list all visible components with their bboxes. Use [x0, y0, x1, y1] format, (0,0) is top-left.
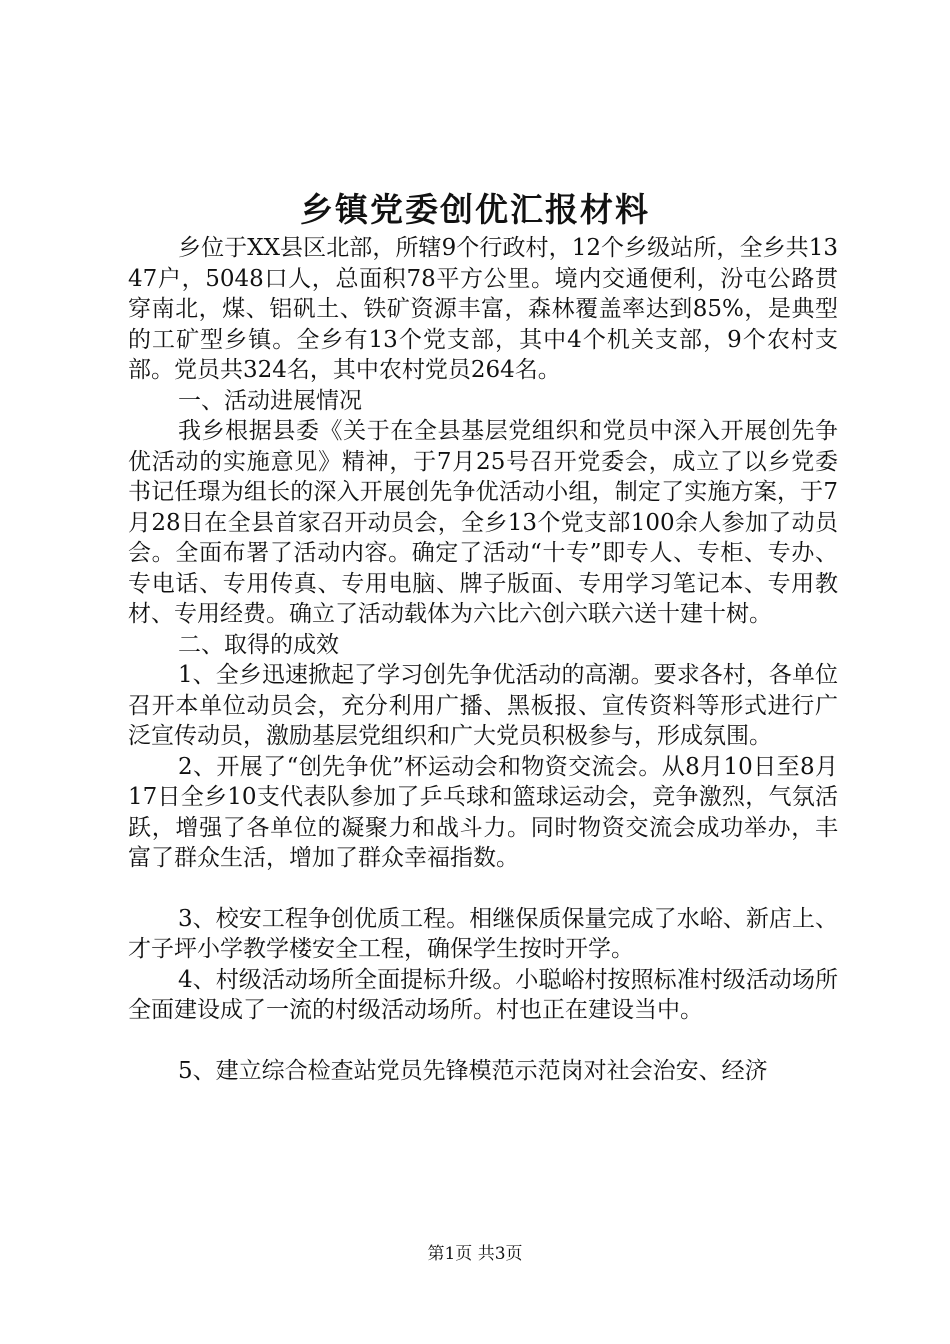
- paragraph-intro: 乡位于XX县区北部，所辖9个行政村，12个乡级站所，全乡共1347户，5048口人，总面积78平方公里。境内交通便利，汾屯公路贯穿南北，煤、铝矾土、铁矿资源丰富，森林覆盖率达到85%，是典型的工矿型乡镇。全乡有13个党支部，其中4个机关支部，9个农村支部。党员共324名，其中农村党员264名。: [128, 235, 838, 383]
- paragraph-result-2: 2、开展了“创先争优”杯运动会和物资交流会。从8月10日至8月17日全乡10支代表队参加了乒乓球和篮球运动会，竞争激烈，气氛活跃，增强了各单位的凝聚力和战斗力。同时物资交流会成功举办，丰富了群众生活，增加了群众幸福指数。: [128, 753, 838, 871]
- paragraph-result-3: 3、校安工程争创优质工程。相继保质保量完成了水峪、新店上、才子坪小学教学楼安全工程，确保学生按时开学。: [128, 905, 838, 962]
- document-title: 乡镇党委创优汇报材料: [300, 190, 650, 229]
- section-heading-results: 二、取得的成效: [178, 631, 339, 658]
- page-number-footer: 第1页 共3页: [427, 1244, 523, 1264]
- section-heading-progress: 一、活动进展情况: [178, 387, 362, 414]
- document-body: [128, 233, 838, 1086]
- paragraph-result-5: 5、建立综合检查站党员先锋模范示范岗对社会治安、经济: [178, 1057, 768, 1084]
- paragraph-result-4: 4、村级活动场所全面提标升级。小聪峪村按照标准村级活动场所全面建设成了一流的村级活动场所。村也正在建设当中。: [128, 966, 838, 1023]
- paragraph-progress: 我乡根据县委《关于在全县基层党组织和党员中深入开展创先争优活动的实施意见》精神，于7月25号召开党委会，成立了以乡党委书记任璟为组长的深入开展创先争优活动小组，制定了实施方案，于7月28日在全县首家召开动员会，全乡13个党支部100余人参加了动员会。全面布署了活动内容。确定了活动“十专”即专人、专柜、专办、专电话、专用传真、专用电脑、牌子版面、专用学习笔记本、专用教材、专用经费。确立了活动载体为六比六创六联六送十建十树。: [128, 418, 838, 627]
- paragraph-result-1: 1、全乡迅速掀起了学习创先争优活动的高潮。要求各村，各单位召开本单位动员会，充分利用广播、黑板报、宣传资料等形式进行广泛宣传动员，激励基层党组织和广大党员积极参与，形成氛围。: [128, 662, 838, 749]
